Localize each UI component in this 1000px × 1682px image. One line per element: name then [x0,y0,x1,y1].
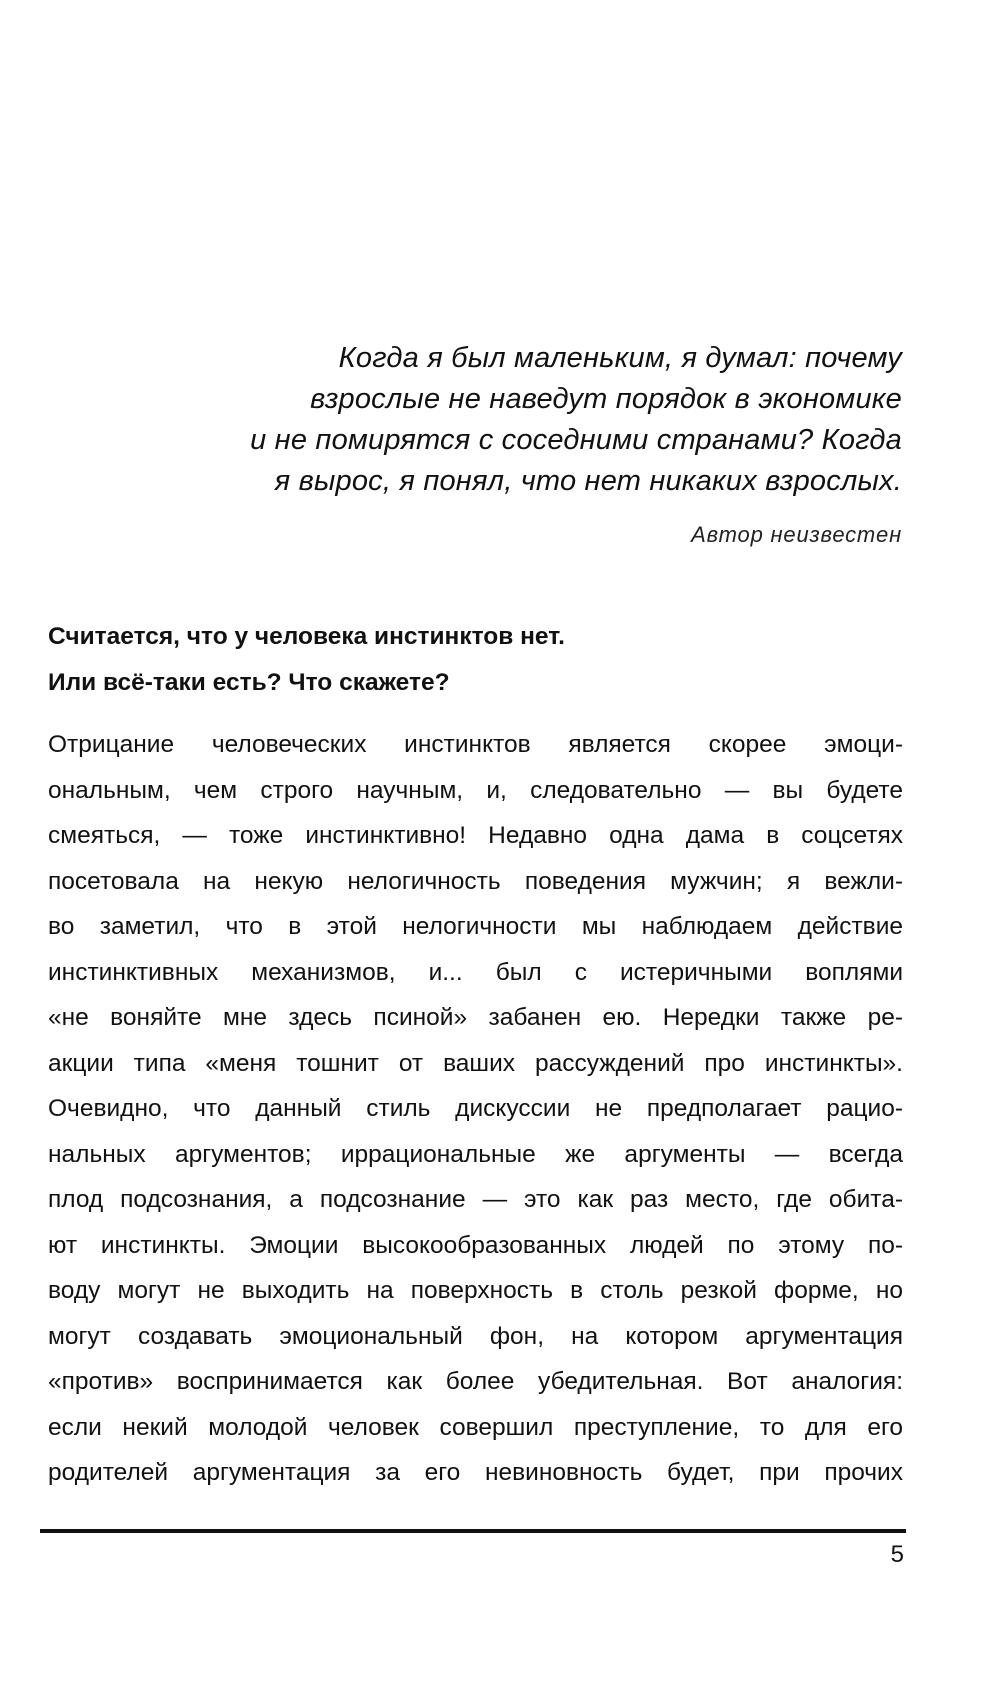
epigraph-line: Когда я был маленьким, я думал: почему [338,342,902,374]
body-line: ональным, чем строго научным, и, следовательно — вы будете [48,776,903,804]
body-line: нальных аргументов; иррациональные же аргументы — всегда [48,1140,903,1168]
body-line: если некий молодой человек совершил преступление, то для его [48,1413,903,1441]
body-line: смеяться, — тоже инстинктивно! Недавно одна дама в соцсетях [48,822,903,849]
body-line: акции типа «меня тошнит от ваших рассуждений про инстинкты». [48,1049,903,1077]
epigraph [182,338,902,550]
epigraph-line: я вырос, я понял, что нет никаких взрослых. [274,465,902,497]
question-line: Считается, что у человека инстинктов нет. [48,623,565,650]
body-line: «против» воспринимается как более убедительная. Вот аналогия: [48,1368,903,1395]
epigraph-line: и не помирятся с соседними странами? Когда [250,424,902,456]
body-line: могут создавать эмоциональный фон, на котором аргументация [48,1322,903,1350]
body-line: воду могут не выходить на поверхность в столь резкой форме, но [48,1277,903,1304]
section-question-heading [48,614,908,706]
body-line: ют инстинкты. Эмоции высокообразованных людей по этому по- [48,1231,903,1259]
body-line: во заметил, что в этой нелогичности мы наблюдаем действие [48,913,903,940]
body-line: Очевидно, что данный стиль дискуссии не предполагает рацио- [48,1095,903,1122]
body-paragraph [48,722,903,1496]
page-number: 5 [890,1541,904,1568]
epigraph-line: взрослые не наведут порядок в экономике [310,383,902,415]
body-line: инстинктивных механизмов, и... был с истеричными воплями [48,958,903,986]
footer-rule [40,1529,906,1533]
body-line: Отрицание человеческих инстинктов является скорее эмоци- [48,731,903,758]
body-line: родителей аргументация за его невиновность будет, при прочих [48,1459,903,1486]
question-line: Или всё-таки есть? Что скажете? [48,669,450,696]
body-line: плод подсознания, а подсознание — это как раз место, где обита- [48,1186,903,1213]
epigraph-author: Автор неизвестен [691,522,902,547]
body-line: «не воняйте мне здесь псиной» забанен ею. Нередки также ре- [48,1004,903,1031]
body-line: посетовала на некую нелогичность поведения мужчин; я вежли- [48,867,903,895]
